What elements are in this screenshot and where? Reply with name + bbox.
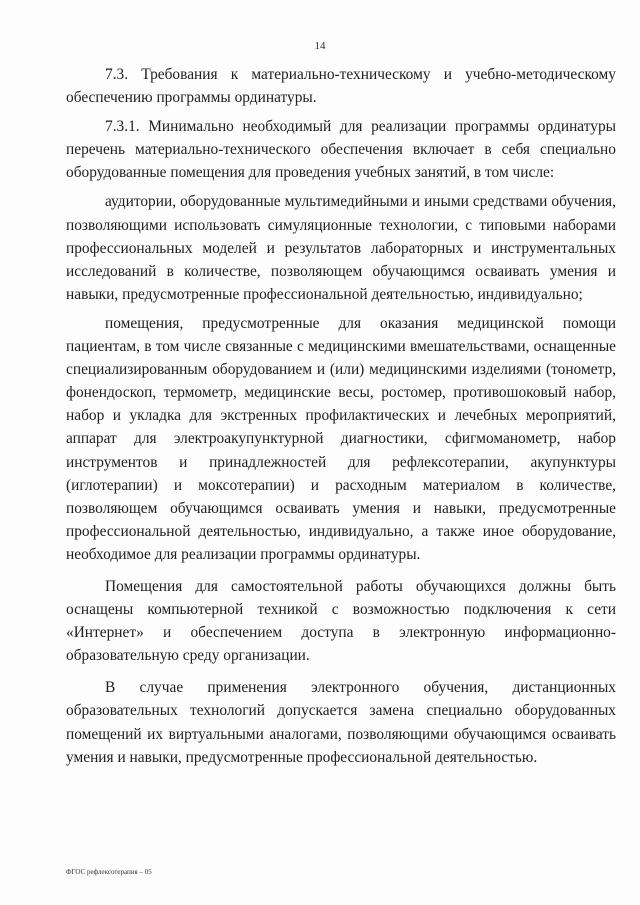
- section-heading-7-3: 7.3. Требования к материально-техническому и учебно-методическому обеспечению программы ординатуры.: [66, 66, 616, 107]
- paragraph-medical-rooms: помещения, предусмотренные для оказания медицинской помощи пациентам, в том числе связанные с медицинскими вмешательствами, оснащенные специализированным оборудованием и (или) медицинскими изделиями (тонометр, фонендоскоп, термометр, медицинские весы, ростомер, противошоковый набор, набор и укладка для экстренных профилактических и лечебных мероприятий, аппарат для электроакупунктурной диагностики, сфигмоманометр, набор инструментов и принадлежностей для рефлексотерапии, акупунктуры (иглотерапии) и моксотерапии) и расходным материалом в количестве, позволяющем обучающимся осваивать умения и навыки, предусмотренные профессиональной деятельностью, индивидуально, а также иное оборудование, необходимое для реализации программы ординатуры.: [66, 314, 616, 563]
- paragraph-7-3-1: 7.3.1. Минимально необходимый для реализации программы ординатуры перечень материально-технического обеспечения включает в себя специально оборудованные помещения для проведения учебных занятий, в том числе:: [66, 118, 616, 182]
- paragraph-auditoriums: аудитории, оборудованные мультимедийными и иными средствами обучения, позволяющими использовать симуляционные технологии, с типовыми наборами профессиональных моделей и результатов лабораторных и инструментальных исследований в количестве, позволяющем обучающимся осваивать умения и навыки, предусмотренные профессиональной деятельностью, индивидуально;: [66, 193, 616, 303]
- paragraph-e-learning: В случае применения электронного обучения, дистанционных образовательных технологий допускается замена специально оборудованных помещений их виртуальными аналогами, позволяющими обучающимся осваивать умения и навыки, предусмотренные профессиональной деятельностью.: [66, 679, 616, 766]
- body-text: [66, 63, 616, 769]
- footer-note: ФГОС рефлексотерапия – 05: [66, 868, 152, 876]
- paragraph-self-study-rooms: Помещения для самостоятельной работы обучающихся должны быть оснащены компьютерной техникой с возможностью подключения к сети «Интернет» и обеспечением доступа в электронную информационно-образовательную среду организации.: [66, 577, 616, 665]
- page-number: 14: [314, 40, 326, 52]
